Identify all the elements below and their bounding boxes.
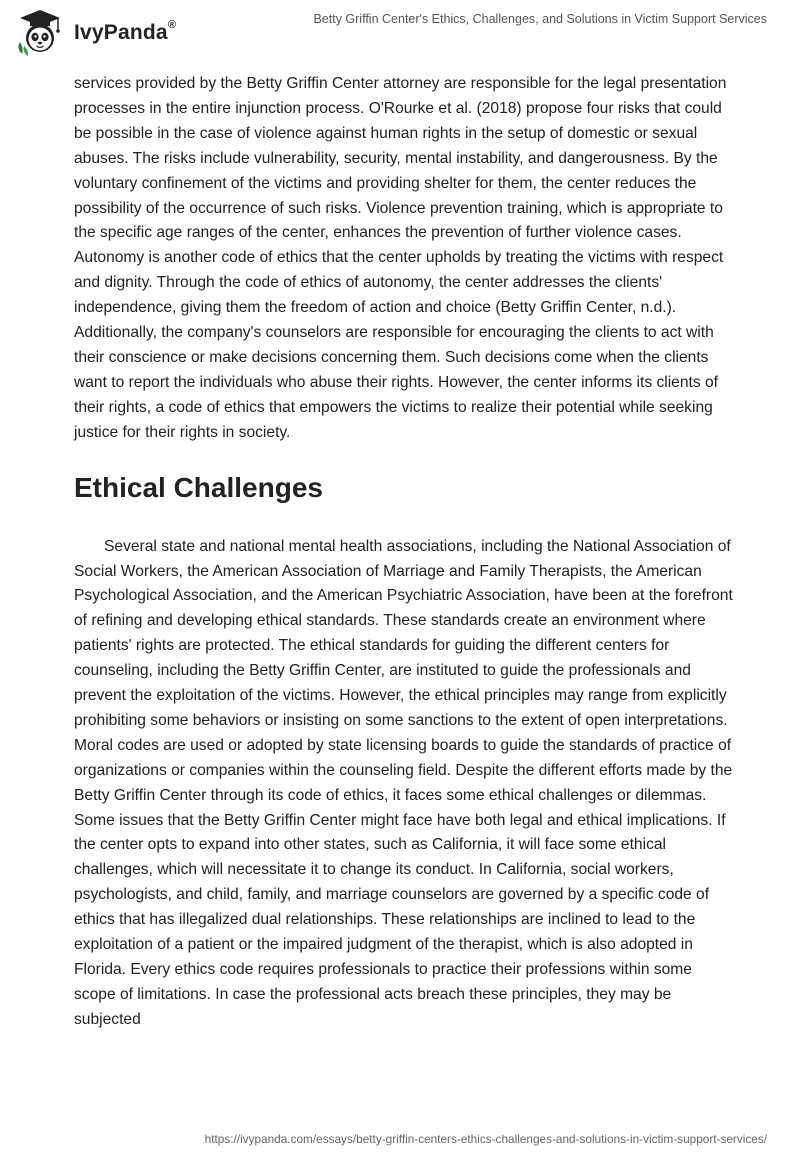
section-heading: Ethical Challenges: [74, 471, 323, 503]
essay-body: [74, 72, 734, 1033]
ivypanda-logo[interactable]: [14, 8, 176, 58]
source-url[interactable]: https://ivypanda.com/essays/betty-griffin-centers-ethics-challenges-and-solutions-in-victim-support-services/: [204, 1132, 767, 1146]
brand-name: IvyPanda: [74, 21, 168, 44]
registered-mark: ®: [167, 19, 177, 31]
logo-wordmark: [74, 21, 176, 45]
document-title: Betty Griffin Center's Ethics, Challenges, and Solutions in Victim Support Services: [313, 12, 767, 26]
body-paragraph: Several state and national mental health associations, including the National Association of Social Workers, the American Association of Marriage and Family Therapists, the American Psychological Association, and the American Psychiatric Association, have been at the forefront of refining and developing ethical standards. These standards create an environment where patients' rights are protected. The ethical standards for guiding the different centers for counseling, including the Betty Griffin Center, are instituted to guide the professionals and prevent the exploitation of the victims. However, the ethical principles may range from explicitly prohibiting some behaviors or insisting on some sanctions to the extent of open interpretations. Moral codes are used or adopted by state licensing boards to guide the standards of practice of organizations or companies within the counseling field. Despite the different efforts made by the Betty Griffin Center through its code of ethics, it faces some ethical challenges or dilemmas. Some issues that the Betty Griffin Center might face have both legal and ethical implications. If the center opts to expand into other states, such as California, it will face some ethical challenges, which will necessitate it to change its conduct. In California, social workers, psychologists, and child, family, and marriage counselors are governed by a specific code of ethics that has illegalized dual relationships. These relationships are inclined to lead to the exploitation of a patient or the impaired judgment of the therapist, which is also adopted in Florida. Every ethics code requires professionals to practice their professions within some scope of limitations. In case the professional acts breach these principles, they may be subjected: [74, 537, 733, 1028]
page-header: [0, 0, 800, 66]
panda-graduate-icon: [14, 8, 66, 58]
body-paragraph: services provided by the Betty Griffin Center attorney are responsible for the legal presentation processes in the entire injunction process. O'Rourke et al. (2018) propose four risks that could be possible in the case of violence against human rights in the setup of domestic or sexual abuses. The risks include vulnerability, security, mental instability, and dangerousness. By the voluntary confinement of the victims and providing shelter for them, the center reduces the possibility of the occurrence of such risks. Violence prevention training, which is appropriate to the specific age ranges of the center, enhances the prevention of further violence cases. Autonomy is another code of ethics that the center upholds by treating the victims with respect and dignity. Through the code of ethics of autonomy, the center addresses the clients' independence, giving them the freedom of action and choice (Betty Griffin Center, n.d.). Additionally, the company's counselors are responsible for encouraging the clients to act with their conscience or make decisions concerning them. Such decisions come when the clients want to report the individuals who abuse their rights. However, the center informs its clients of their rights, a code of ethics that empowers the victims to realize their potential while seeking justice for their rights in society.: [74, 75, 727, 441]
